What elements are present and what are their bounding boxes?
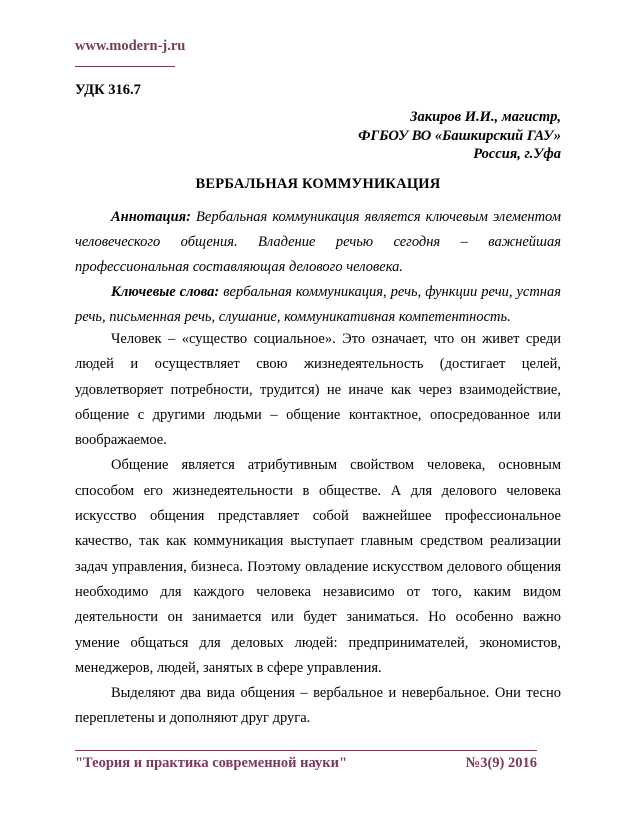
footer-rule: [75, 750, 537, 751]
site-url: www.modern-j.ru: [75, 38, 186, 54]
author-location: Россия, г.Уфа: [473, 146, 561, 162]
paragraph: Выделяют два вида общения – вербальное и невербальное. Они тесно переплетены и дополняют друг друга.: [75, 685, 561, 727]
header-rule: [75, 66, 175, 67]
udk-code: УДК 316.7: [75, 82, 141, 98]
abstract: [75, 205, 561, 280]
abstract-block: [75, 205, 561, 330]
keywords-text: вербальная коммуникация, речь, функции речи, устная речь, письменная речь, слушание, коммуникативная компетентность.: [75, 284, 561, 325]
issue-number: №3(9) 2016: [465, 755, 537, 771]
abstract-text: Вербальная коммуникация является ключевым элементом человеческого общения. Владение речью сегодня – важнейшая профессиональная составляющая делового человека.: [75, 209, 561, 275]
paragraph: Человек – «существо социальное». Это означает, что он живет среди людей и осуществляет свою жизнедеятельность (достигает целей, удовлетворяет потребности, трудится) не иначе как через взаимодействие, общение с другими людьми – общение контактное, опосредованное или воображаемое.: [75, 331, 561, 449]
paragraph: Общение является атрибутивным свойством человека, основным способом его жизнедеятельности в обществе. А для делового человека искусство общения представляет собой важнейшее профессиональное качество, так как коммуникация выступает главным средством реализации задач управления, бизнеса. Поэтому овладение искусством делового общения необходимо для каждого человека независимо от того, каким видом деятельности он занимается или будет заниматься. Но особенно важно умение общаться для деловых людей: предпринимателей, экономистов, менеджеров, людей, занятых в сфере управления.: [75, 457, 561, 676]
author-block: [358, 108, 561, 164]
author-affiliation: ФГБОУ ВО «Башкирский ГАУ»: [358, 127, 561, 144]
keywords-label: Ключевые слова:: [111, 284, 220, 300]
journal-name: "Теория и практика современной науки": [75, 755, 348, 771]
article-title: ВЕРБАЛЬНАЯ КОММУНИКАЦИЯ: [195, 176, 441, 192]
keywords: [75, 280, 561, 330]
article-body: [75, 327, 561, 732]
abstract-label: Аннотация:: [111, 209, 191, 225]
author-name: Закиров И.И., магистр,: [410, 109, 561, 125]
